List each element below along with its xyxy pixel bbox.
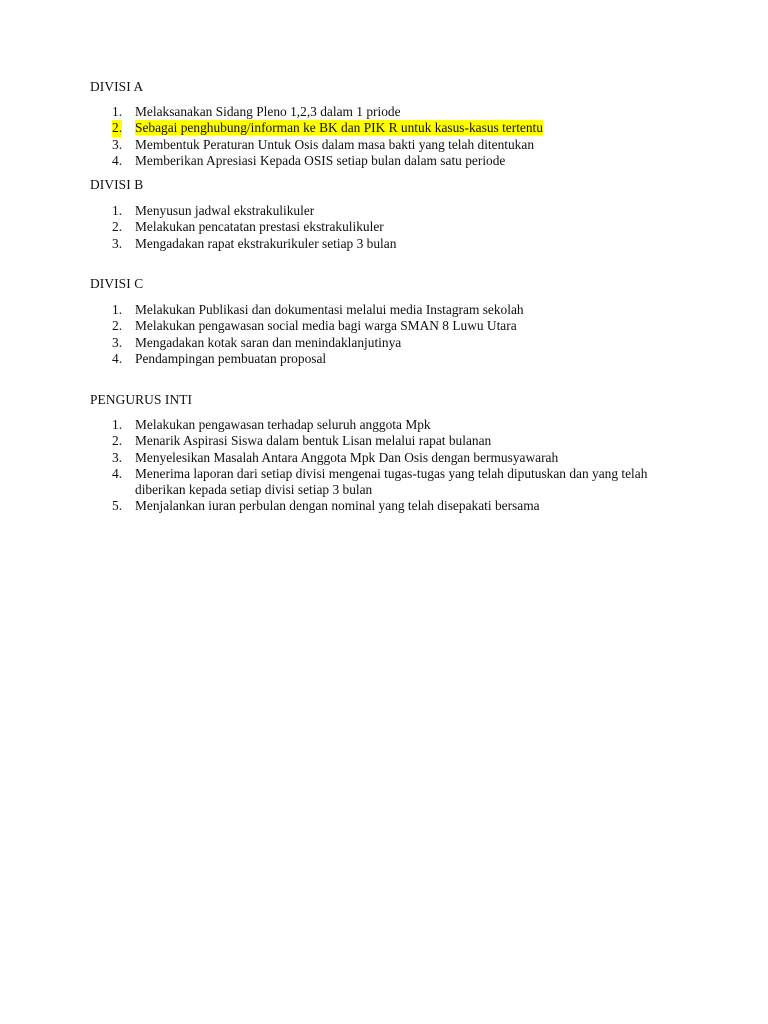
task-list xyxy=(90,104,690,169)
item-number: 4. xyxy=(112,152,123,168)
item-text: Membentuk Peraturan Untuk Osis dalam masa bakti yang telah ditentukan xyxy=(135,136,535,152)
item-text: Menarik Aspirasi Siswa dalam bentuk Lisan melalui rapat bulanan xyxy=(135,433,492,449)
item-number: 4. xyxy=(112,465,123,481)
section-divisi-b xyxy=(90,177,690,252)
list-item xyxy=(90,120,655,136)
section-heading: DIVISI C xyxy=(90,276,144,291)
list-item xyxy=(90,335,655,351)
item-text: Melakukan pengawasan social media bagi warga SMAN 8 Luwu Utara xyxy=(135,318,517,334)
list-item xyxy=(90,153,655,169)
section-divisi-c xyxy=(90,276,690,367)
item-text: Memberikan Apresiasi Kepada OSIS setiap bulan dalam satu periode xyxy=(135,152,506,168)
item-number: 1. xyxy=(112,302,123,317)
item-number: 3. xyxy=(112,136,123,152)
item-text: Melaksanakan Sidang Pleno 1,2,3 dalam 1 priode xyxy=(135,104,401,119)
section-divisi-a xyxy=(90,79,690,169)
item-text: Mengadakan kotak saran dan menindaklanjutinya xyxy=(135,334,402,350)
item-text: Pendampingan pembuatan proposal xyxy=(135,350,327,366)
item-number: 1. xyxy=(112,203,123,218)
item-text: Menerima laporan dari setiap divisi mengenai tugas-tugas yang telah diputuskan dan yang telah diberikan kepada setiap divisi setiap 3 bulan xyxy=(135,465,648,498)
item-number: 2. xyxy=(112,433,123,449)
item-text: Mengadakan rapat ekstrakurikuler setiap 3 bulan xyxy=(135,235,397,251)
task-list xyxy=(90,417,690,515)
section-heading: PENGURUS INTI xyxy=(90,392,193,407)
section-heading: DIVISI A xyxy=(90,79,144,94)
list-item xyxy=(90,417,655,433)
item-number: 3. xyxy=(112,334,123,350)
item-number: 2. xyxy=(112,219,123,235)
list-item xyxy=(90,498,655,514)
list-item xyxy=(90,318,655,334)
item-number: 2. xyxy=(112,318,123,334)
item-number: 2. xyxy=(112,120,123,136)
list-item xyxy=(90,203,655,219)
list-item xyxy=(90,351,655,367)
list-item xyxy=(90,450,655,466)
item-text: Melakukan pengawasan terhadap seluruh anggota Mpk xyxy=(135,417,431,432)
item-number: 1. xyxy=(112,104,123,119)
item-text: Menyelesikan Masalah Antara Anggota Mpk Dan Osis dengan bermusyawarah xyxy=(135,449,559,465)
list-item xyxy=(90,137,655,153)
item-text: Melakukan Publikasi dan dokumentasi melalui media Instagram sekolah xyxy=(135,302,524,317)
list-item xyxy=(90,302,655,318)
list-item xyxy=(90,466,655,499)
item-number: 5. xyxy=(112,498,123,514)
item-text: Menjalankan iuran perbulan dengan nominal yang telah disepakati bersama xyxy=(135,498,540,514)
item-number: 1. xyxy=(112,417,123,432)
task-list xyxy=(90,203,690,252)
item-text-highlighted: Sebagai penghubung/informan ke BK dan PIK R untuk kasus-kasus tertentu xyxy=(135,120,543,136)
item-text: Melakukan pencatatan prestasi ekstrakulikuler xyxy=(135,219,384,235)
item-number: 3. xyxy=(112,449,123,465)
list-item xyxy=(90,104,655,120)
task-list xyxy=(90,302,690,367)
section-pengurus-inti xyxy=(90,392,690,515)
item-text: Menyusun jadwal ekstrakulikuler xyxy=(135,203,315,218)
section-heading: DIVISI B xyxy=(90,177,144,192)
list-item xyxy=(90,433,655,449)
item-number: 3. xyxy=(112,235,123,251)
list-item xyxy=(90,236,655,252)
item-number: 4. xyxy=(112,350,123,366)
list-item xyxy=(90,219,655,235)
